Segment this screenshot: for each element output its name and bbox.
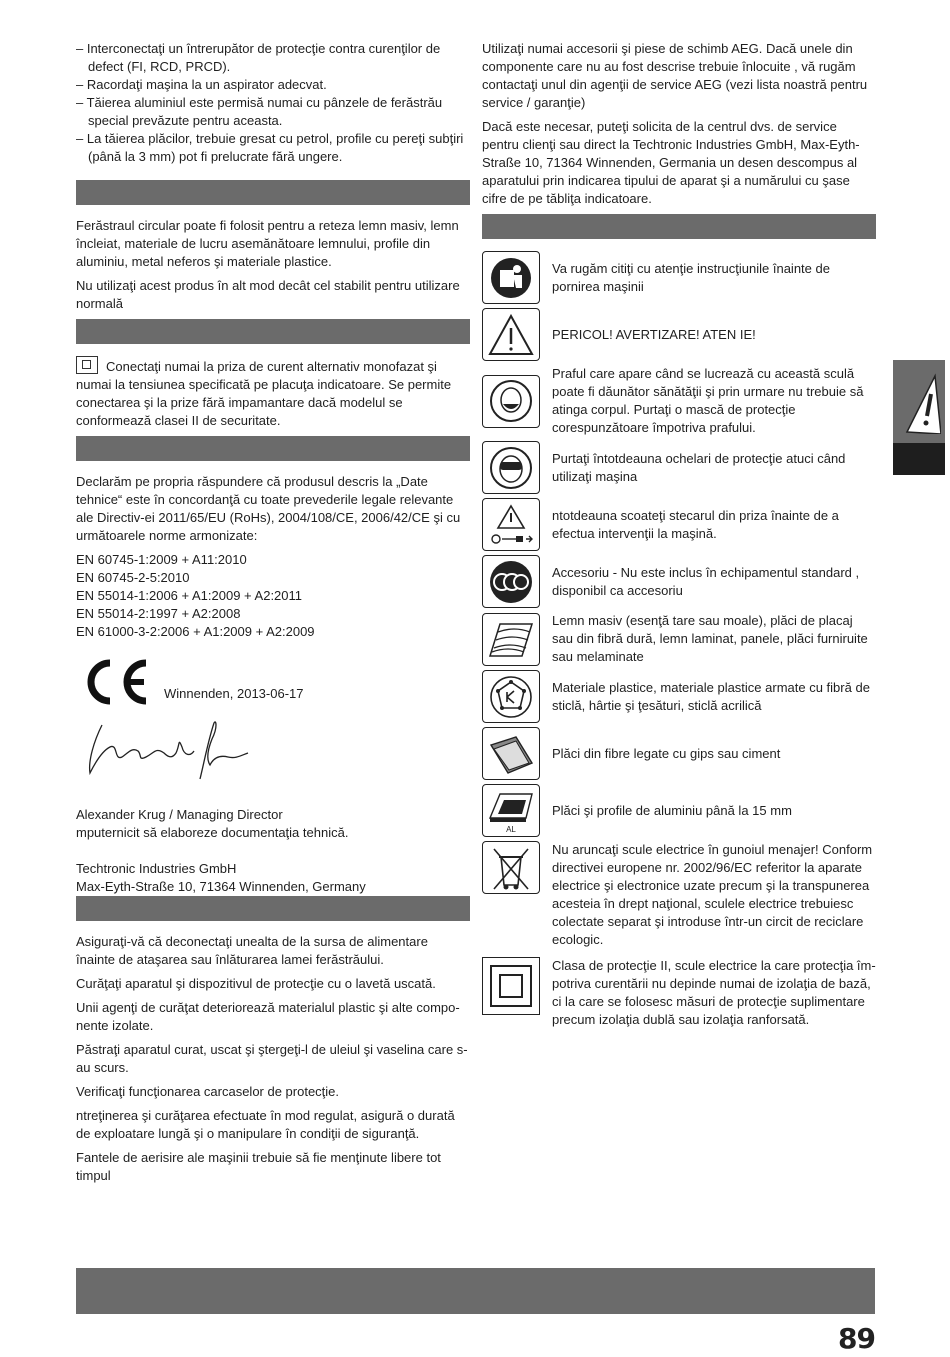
symbol-row xyxy=(482,727,876,780)
symbol-row xyxy=(482,957,876,1029)
list-item: – Tăierea aluminiul este permisă numai cu pânzele de ferăstrău special prevăzute pentru aceasta. xyxy=(76,95,443,128)
read-manual-icon xyxy=(482,251,540,304)
symbol-row xyxy=(482,308,876,361)
page-number: 89 xyxy=(838,1322,875,1355)
symbol-text: Clasa de protecţie II, scule electrice la care protecţia îm-potriva curentării nu depinde numai de izolaţia de bază, ci la care se folosesc măsuri de protecţie suplimentare precum izolaţia dublă sau izolaţia ranforsată. xyxy=(552,958,876,1027)
usage-paragraph: Ferăstraul circular poate fi folosit pentru a reteza lemn masiv, lemn încleiat, materiale de lucru asemănătoare lemnului, profile din aluminiu, metal neferos şi materiale plastice. xyxy=(76,218,459,269)
wood-icon xyxy=(482,613,540,666)
section-bar-symbols xyxy=(482,214,876,239)
symbol-text: Plăci şi profile de aluminiu până la 15 mm xyxy=(552,802,792,818)
accessories-paragraph: Utilizaţi numai accesorii şi piese de schimb AEG. Dacă unele din componente care nu au fost descrise trebuie înlocuite , vă rugăm contactaţi unul din agenţii de service AEG (vezi lista noastră pentru service / garanţie) xyxy=(482,41,868,110)
weee-bin-icon xyxy=(482,841,540,894)
norm-item: EN 60745-2-5:2010 xyxy=(76,570,190,585)
footer-bar xyxy=(76,1268,875,1314)
symbol-text: Materiale plastice, materiale plastice armate cu fibră de sticlă, hârtie şi ţesături, sticlă acrilică xyxy=(552,679,870,713)
list-item: – Racordaţi maşina la un aspirator adecvat. xyxy=(76,77,327,92)
dust-mask-icon xyxy=(482,375,540,428)
section-bar-usage xyxy=(76,180,470,205)
aluminium-profile-icon xyxy=(482,784,540,837)
safety-goggles-icon xyxy=(482,441,540,494)
maintenance-paragraph: Verificaţi funcţionarea carcaselor de protecţie. xyxy=(76,1084,340,1099)
maintenance-paragraph: Curăţaţi aparatul şi dispozitivul de protecţie cu o lavetă uscată. xyxy=(76,976,436,991)
signer-role: mputernicit să elaboreze documentaţia tehnică. xyxy=(76,825,349,840)
ce-mark-icon xyxy=(80,657,152,707)
symbol-text: ntotdeauna scoateţi stecarul din priza înainte de a efectua intervenţii la maşină. xyxy=(552,507,839,541)
warning-exclamation-icon xyxy=(897,370,941,434)
symbol-text: Va rugăm citiţi cu atenţie instrucţiunile înainte de pornirea maşinii xyxy=(552,260,830,294)
requirements-list xyxy=(76,40,470,166)
maintenance-paragraph: Păstraţi aparatul curat, uscat şi ştergeţi-l de uleiul şi vaselina care s-au scurs. xyxy=(76,1042,468,1075)
maintenance-paragraph: Fantele de aerisire ale maşinii trebuie să fie menţinute libere tot timpul xyxy=(76,1150,441,1183)
norm-item: EN 55014-2:1997 + A2:2008 xyxy=(76,606,241,621)
symbol-row xyxy=(482,498,876,551)
symbol-text: Plăci din fibre legate cu gips sau ciment xyxy=(552,745,781,761)
plastic-icon xyxy=(482,670,540,723)
norm-item: EN 55014-1:2006 + A1:2009 + A2:2011 xyxy=(76,588,303,603)
warning-icon xyxy=(482,308,540,361)
symbol-text: Lemn masiv (esenţă tare sau moale), plăci de placaj sau din fibră dură, lemn laminat, panele, plăci furniruite sau melaminate xyxy=(552,613,868,664)
norm-item: EN 61000-3-2:2006 + A1:2009 + A2:2009 xyxy=(76,624,315,639)
side-tab-marker xyxy=(893,443,945,475)
saw-blades-icon xyxy=(482,555,540,608)
symbol-row xyxy=(482,841,876,949)
section-bar-declaration xyxy=(76,436,470,461)
left-column xyxy=(76,40,470,1191)
mains-text: Conectaţi numai la priza de curent alternativ monofazat şi numai la tensiunea specificată pe placuţa indicatoare. Se permite conectarea şi la prize fără impamantare dacă modelul se conformează clasei II de securitate. xyxy=(76,359,452,428)
symbol-row xyxy=(482,441,876,494)
ce-row xyxy=(76,657,470,707)
section-bar-maintenance xyxy=(76,896,470,921)
symbol-text: Nu aruncaţi scule electrice în gunoiul menajer! Conform directivei europene nr. 2002/96/EC referitor la aparate electrice şi electronice uzate precum şi la transpunerea acesteia în drept naţional, sculele electrice trebuiesc colectate separat şi introduse într-un circit de reciclare ecologic. xyxy=(552,842,873,947)
symbol-row xyxy=(482,365,876,437)
symbol-text: Purtaţi întotdeauna ochelari de protecţie atuci când utilizaţi maşina xyxy=(552,450,846,484)
norms-list xyxy=(76,551,470,641)
company-address: Max-Eyth-Straße 10, 71364 Winnenden, Germany xyxy=(76,879,366,894)
section-bar-mains xyxy=(76,319,470,344)
mains-paragraph xyxy=(76,356,470,430)
usage-paragraph: Nu utilizaţi acest produs în alt mod decât cel stabilit pentru utilizare normală xyxy=(76,278,460,311)
right-column xyxy=(482,40,876,1033)
accessories-paragraph: Dacă este necesar, puteţi solicita de la centrul dvs. de service pentru clienţi sau direct la Techtronic Industries GmbH, Max-Eyth-Straße 10, 71364 Winnenden, Germania un desen descompus al aparatului prin indicarea tipului de aparat şi a numărului cu şase cifre de pe tăbliţa indicatoare. xyxy=(482,119,860,206)
list-item: – La tăierea plăcilor, trebuie gresat cu petrol, profile cu pereţi subţiri (până la 3 mm) pot fi prelucrate fără ungere. xyxy=(76,131,464,164)
symbol-row xyxy=(482,555,876,608)
symbol-row xyxy=(482,670,876,723)
unplug-icon xyxy=(482,498,540,551)
maintenance-paragraph: Asiguraţi-vă că deconectaţi unealta de la sursa de alimentare înainte de ataşarea sau înlăturarea lamei ferăstrăului. xyxy=(76,934,428,967)
company-name: Techtronic Industries GmbH xyxy=(76,861,237,876)
fibre-board-icon xyxy=(482,727,540,780)
list-item: – Interconectaţi un întrerupător de protecţie contra curenţilor de defect (FI, RCD, PRCD). xyxy=(76,41,441,74)
norm-item: EN 60745-1:2009 + A11:2010 xyxy=(76,552,247,567)
place-date: Winnenden, 2013-06-17 xyxy=(164,686,304,701)
symbol-text: Accesoriu - Nu este inclus în echipamentul standard , disponibil ca accesoriu xyxy=(552,564,860,598)
symbol-text: PERICOL! AVERTIZARE! ATEN IE! xyxy=(552,326,756,342)
maintenance-paragraph: ntreţinerea şi curăţarea efectuate în mod regulat, asigură o durată de exploatare lungă şi o manipulare în condiţii de siguranţă. xyxy=(76,1108,455,1141)
al-label: AL xyxy=(506,824,516,834)
side-tab xyxy=(893,360,945,475)
symbol-row xyxy=(482,251,876,304)
declaration-paragraph: Declarăm pe propria răspundere că produsul descris la „Date tehnice“ este în concordanţă cu toate prevederile legale relevante ale Directiv-ei 2011/65/EU (RoHs), 2004/108/CE, 2006/42/CE şi cu următoarele norme armonizate: xyxy=(76,474,461,543)
signature-image xyxy=(80,717,250,787)
symbol-row xyxy=(482,612,876,666)
maintenance-paragraph: Unii agenţi de curăţat deteriorează materialul plastic şi alte compo-nente izolate. xyxy=(76,1000,460,1033)
symbol-text: Praful care apare când se lucrează cu această sculă poate fi dăunător sănătăţii şi prin urmare nu trebuie să atinga corpul. Purtaţi o mască de protecţie corespunzătoare împotriva prafului. xyxy=(552,366,864,435)
class-ii-small-icon xyxy=(76,356,98,374)
signer-name: Alexander Krug / Managing Director xyxy=(76,807,283,822)
class-ii-icon xyxy=(482,957,540,1015)
symbol-row xyxy=(482,784,876,837)
